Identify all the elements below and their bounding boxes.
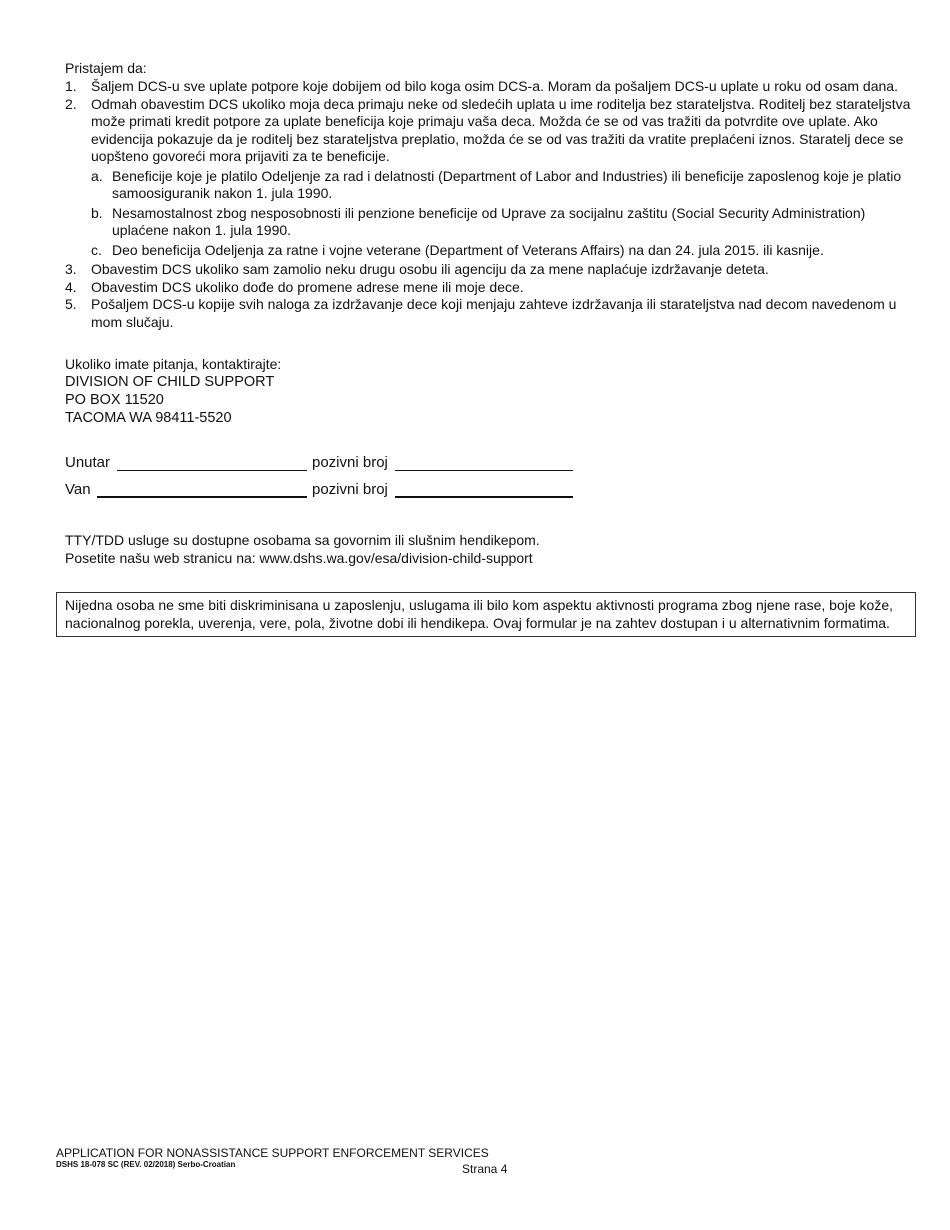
inside-area-line[interactable] — [395, 470, 573, 471]
outside-label: Van — [65, 481, 91, 498]
website-text: Posetite našu web stranicu na: www.dshs.wa.gov/esa/division-child-support — [65, 549, 533, 566]
subitem-text: Beneficije koje je platilo Odeljenje za rad i delatnosti (Department of Labor and Industries) ili beneficije zaposlenog koje je platio samoosiguranik nakon 1. jula 1990. — [112, 167, 902, 201]
subitem-letter: b. — [91, 204, 103, 221]
footer-title: APPLICATION FOR NONASSISTANCE SUPPORT ENFORCEMENT SERVICES — [56, 1146, 489, 1160]
contact-block — [65, 356, 281, 428]
item-number: 4. — [65, 278, 77, 295]
subitem-text: Deo beneficija Odeljenja za ratne i vojne veterane (Department of Veterans Affairs) na dan 24. jula 2015. ili kasnije. — [112, 241, 824, 258]
outside-area-line[interactable] — [395, 496, 573, 498]
agreement-list — [65, 78, 915, 331]
intro-text: Pristajem da: — [65, 60, 147, 76]
list-item — [65, 96, 915, 260]
item-text: Pošaljem DCS-u kopije svih naloga za izdržavanje dece koji menjaju zahteve izdržavanja ili starateljstva nad decom navedenom u mom slučaju. — [91, 296, 897, 330]
sublist-item — [91, 205, 915, 240]
sublist-item — [91, 242, 915, 260]
subitem-letter: c. — [91, 241, 102, 258]
contact-org: DIVISION OF CHILD SUPPORT — [65, 374, 275, 390]
list-item — [65, 296, 915, 331]
item-number: 5. — [65, 296, 77, 312]
benefit-sublist — [91, 168, 915, 260]
accessibility-block — [65, 532, 540, 567]
item-number: 1. — [65, 78, 77, 94]
contact-label: Ukoliko imate pitanja, kontaktirajte: — [65, 356, 282, 372]
inside-phone-row — [65, 454, 585, 474]
item-number: 2. — [65, 95, 77, 112]
inside-phone-line[interactable] — [117, 470, 307, 471]
item-number: 3. — [65, 261, 77, 277]
outside-area-label: pozivni broj — [312, 481, 388, 498]
tty-text: TTY/TDD usluge su dostupne osobama sa govornim ili slušnim hendikepom. — [65, 532, 540, 548]
contact-city: TACOMA WA 98411-5520 — [65, 410, 232, 426]
nondiscrimination-notice: Nijedna osoba ne sme biti diskriminisana u zaposlenju, uslugama ili bilo kom aspektu aktivnosti programa zbog njene rase, boje kože, nacionalnog porekla, uverenja, vere, pola, životne dobi ili hendikepa. Ovaj formular je na zahtev dostupan i u alternativnim formatima. — [56, 592, 916, 637]
item-text: Obavestim DCS ukoliko sam zamolio neku drugu osobu ili agenciju da za mene naplaćuje izdržavanje deteta. — [91, 261, 769, 277]
list-item — [65, 78, 915, 96]
item-text: Šaljem DCS-u sve uplate potpore koje dobijem od bilo koga osim DCS-a. Moram da pošaljem DCS-u uplate u roku od osam dana. — [91, 78, 898, 94]
item-text: Obavestim DCS ukoliko dođe do promene adrese mene ili moje dece. — [91, 278, 524, 295]
inside-area-label: pozivni broj — [312, 454, 388, 471]
inside-label: Unutar — [65, 454, 111, 471]
outside-phone-row — [65, 481, 585, 501]
footer-form-number: DSHS 18-078 SC (REV. 02/2018) Serbo-Croatian — [56, 1160, 236, 1169]
contact-pobox: PO BOX 11520 — [65, 392, 164, 408]
item-text: Odmah obavestim DCS ukoliko moja deca primaju neke od sledećih uplata u ime roditelja bez starateljstva. Roditelj bez starateljstva može primati kredit potpore za uplate beneficija koje primaju vaša deca. Možda će se od vas tražiti da potvrdite ove uplate. Ako evidencija pokazuje da je roditelj bez starateljstva preplatio, možda će se od vas tražiti da vratite preplaćeni iznos. Staratelj dece se uopšteno govoreći mora prijaviti za te beneficije. — [91, 95, 911, 164]
sublist-item — [91, 168, 915, 203]
list-item — [65, 279, 915, 297]
page-number: Strana 4 — [462, 1162, 508, 1176]
outside-phone-line[interactable] — [97, 496, 307, 498]
list-item — [65, 261, 915, 279]
subitem-letter: a. — [91, 167, 103, 184]
subitem-text: Nesamostalnost zbog nesposobnosti ili penzione beneficije od Uprave za socijalnu zaštitu (Social Security Administration) uplaćene nakon 1. jula 1990. — [112, 204, 866, 238]
